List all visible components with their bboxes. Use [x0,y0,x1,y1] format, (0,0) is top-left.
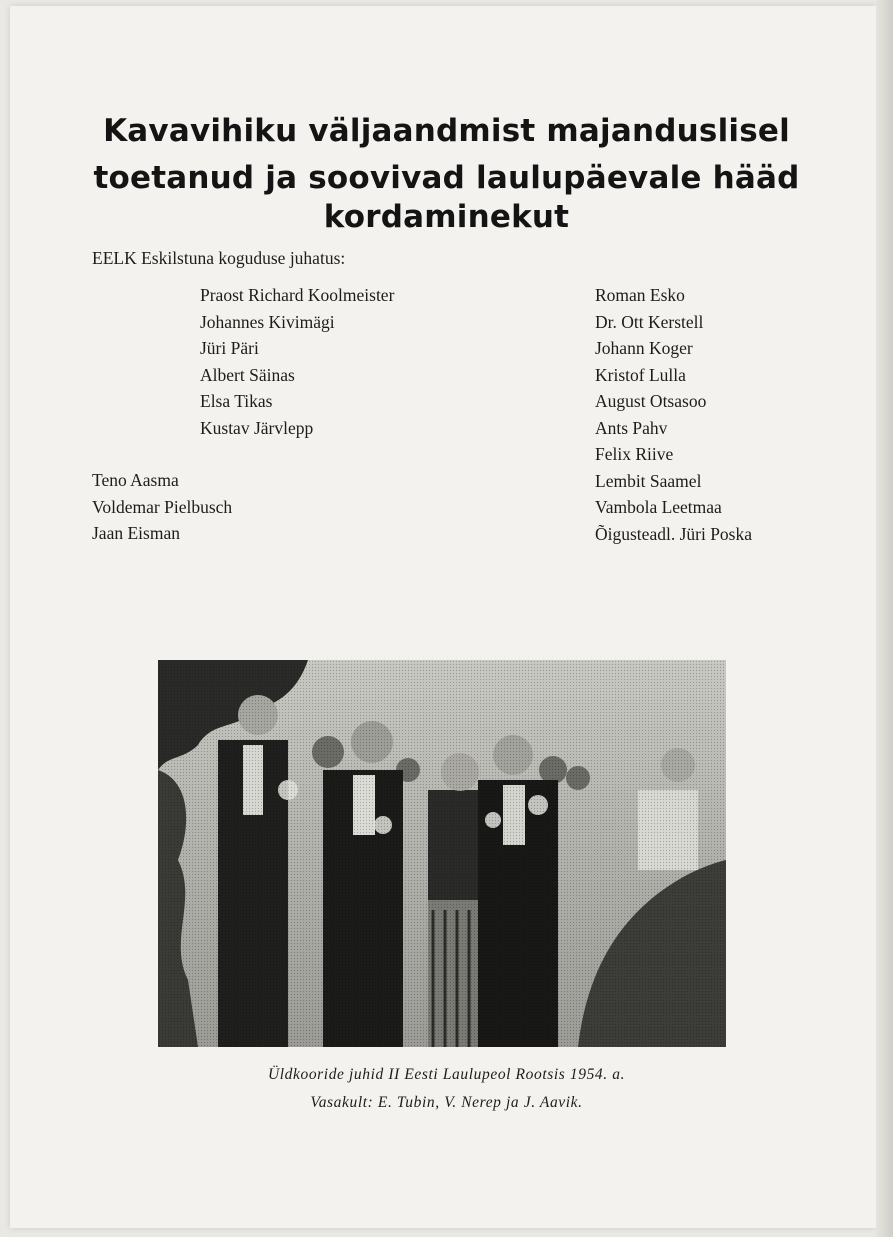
photo-caption-line-1: Üldkooride juhid II Eesti Laulupeol Rootsis 1954. a. [267,1066,626,1083]
name-item: Teno Aasma [92,470,179,490]
name-item: Elsa Tikas [200,391,273,411]
heading-line-3: kordaminekut [323,199,570,235]
name-item: Roman Esko [595,285,685,305]
name-item: Jaan Eisman [92,523,180,543]
name-item: Praost Richard Koolmeister [200,285,395,305]
heading-line-2: toetanud ja soovivad laulupäevale hääd [93,160,800,196]
name-item: Felix Riive [595,444,674,464]
name-item: Dr. Ott Kerstell [595,311,704,332]
board-intro: EELK Eskilstuna koguduse juhatus: [92,248,346,268]
name-item: Kustav Järvlepp [200,417,314,438]
name-item: Ants Pahv [595,417,668,438]
name-item: Voldemar Pielbusch [92,496,233,517]
name-item: Johann Koger [595,338,693,358]
name-item: Vambola Leetmaa [595,497,722,517]
photo-caption-line-2: Vasakult: E. Tubin, V. Nerep ja J. Aavik. [310,1094,583,1111]
name-item: Jüri Päri [200,338,259,358]
name-item: Õigusteadl. Jüri Poska [595,523,753,544]
board-member-list [200,282,394,441]
supporter-list-left [92,467,232,547]
heading-line-1: Kavavihiku väljaandmist majanduslisel [103,113,790,149]
name-item: Johannes Kivimägi [200,311,335,332]
name-item: Kristof Lulla [595,364,686,385]
name-item: Lembit Saamel [595,470,702,491]
name-item: Albert Säinas [200,364,295,385]
name-item: August Otsasoo [595,391,707,411]
supporter-list-right [595,282,752,547]
conductors-photo [158,660,726,1047]
